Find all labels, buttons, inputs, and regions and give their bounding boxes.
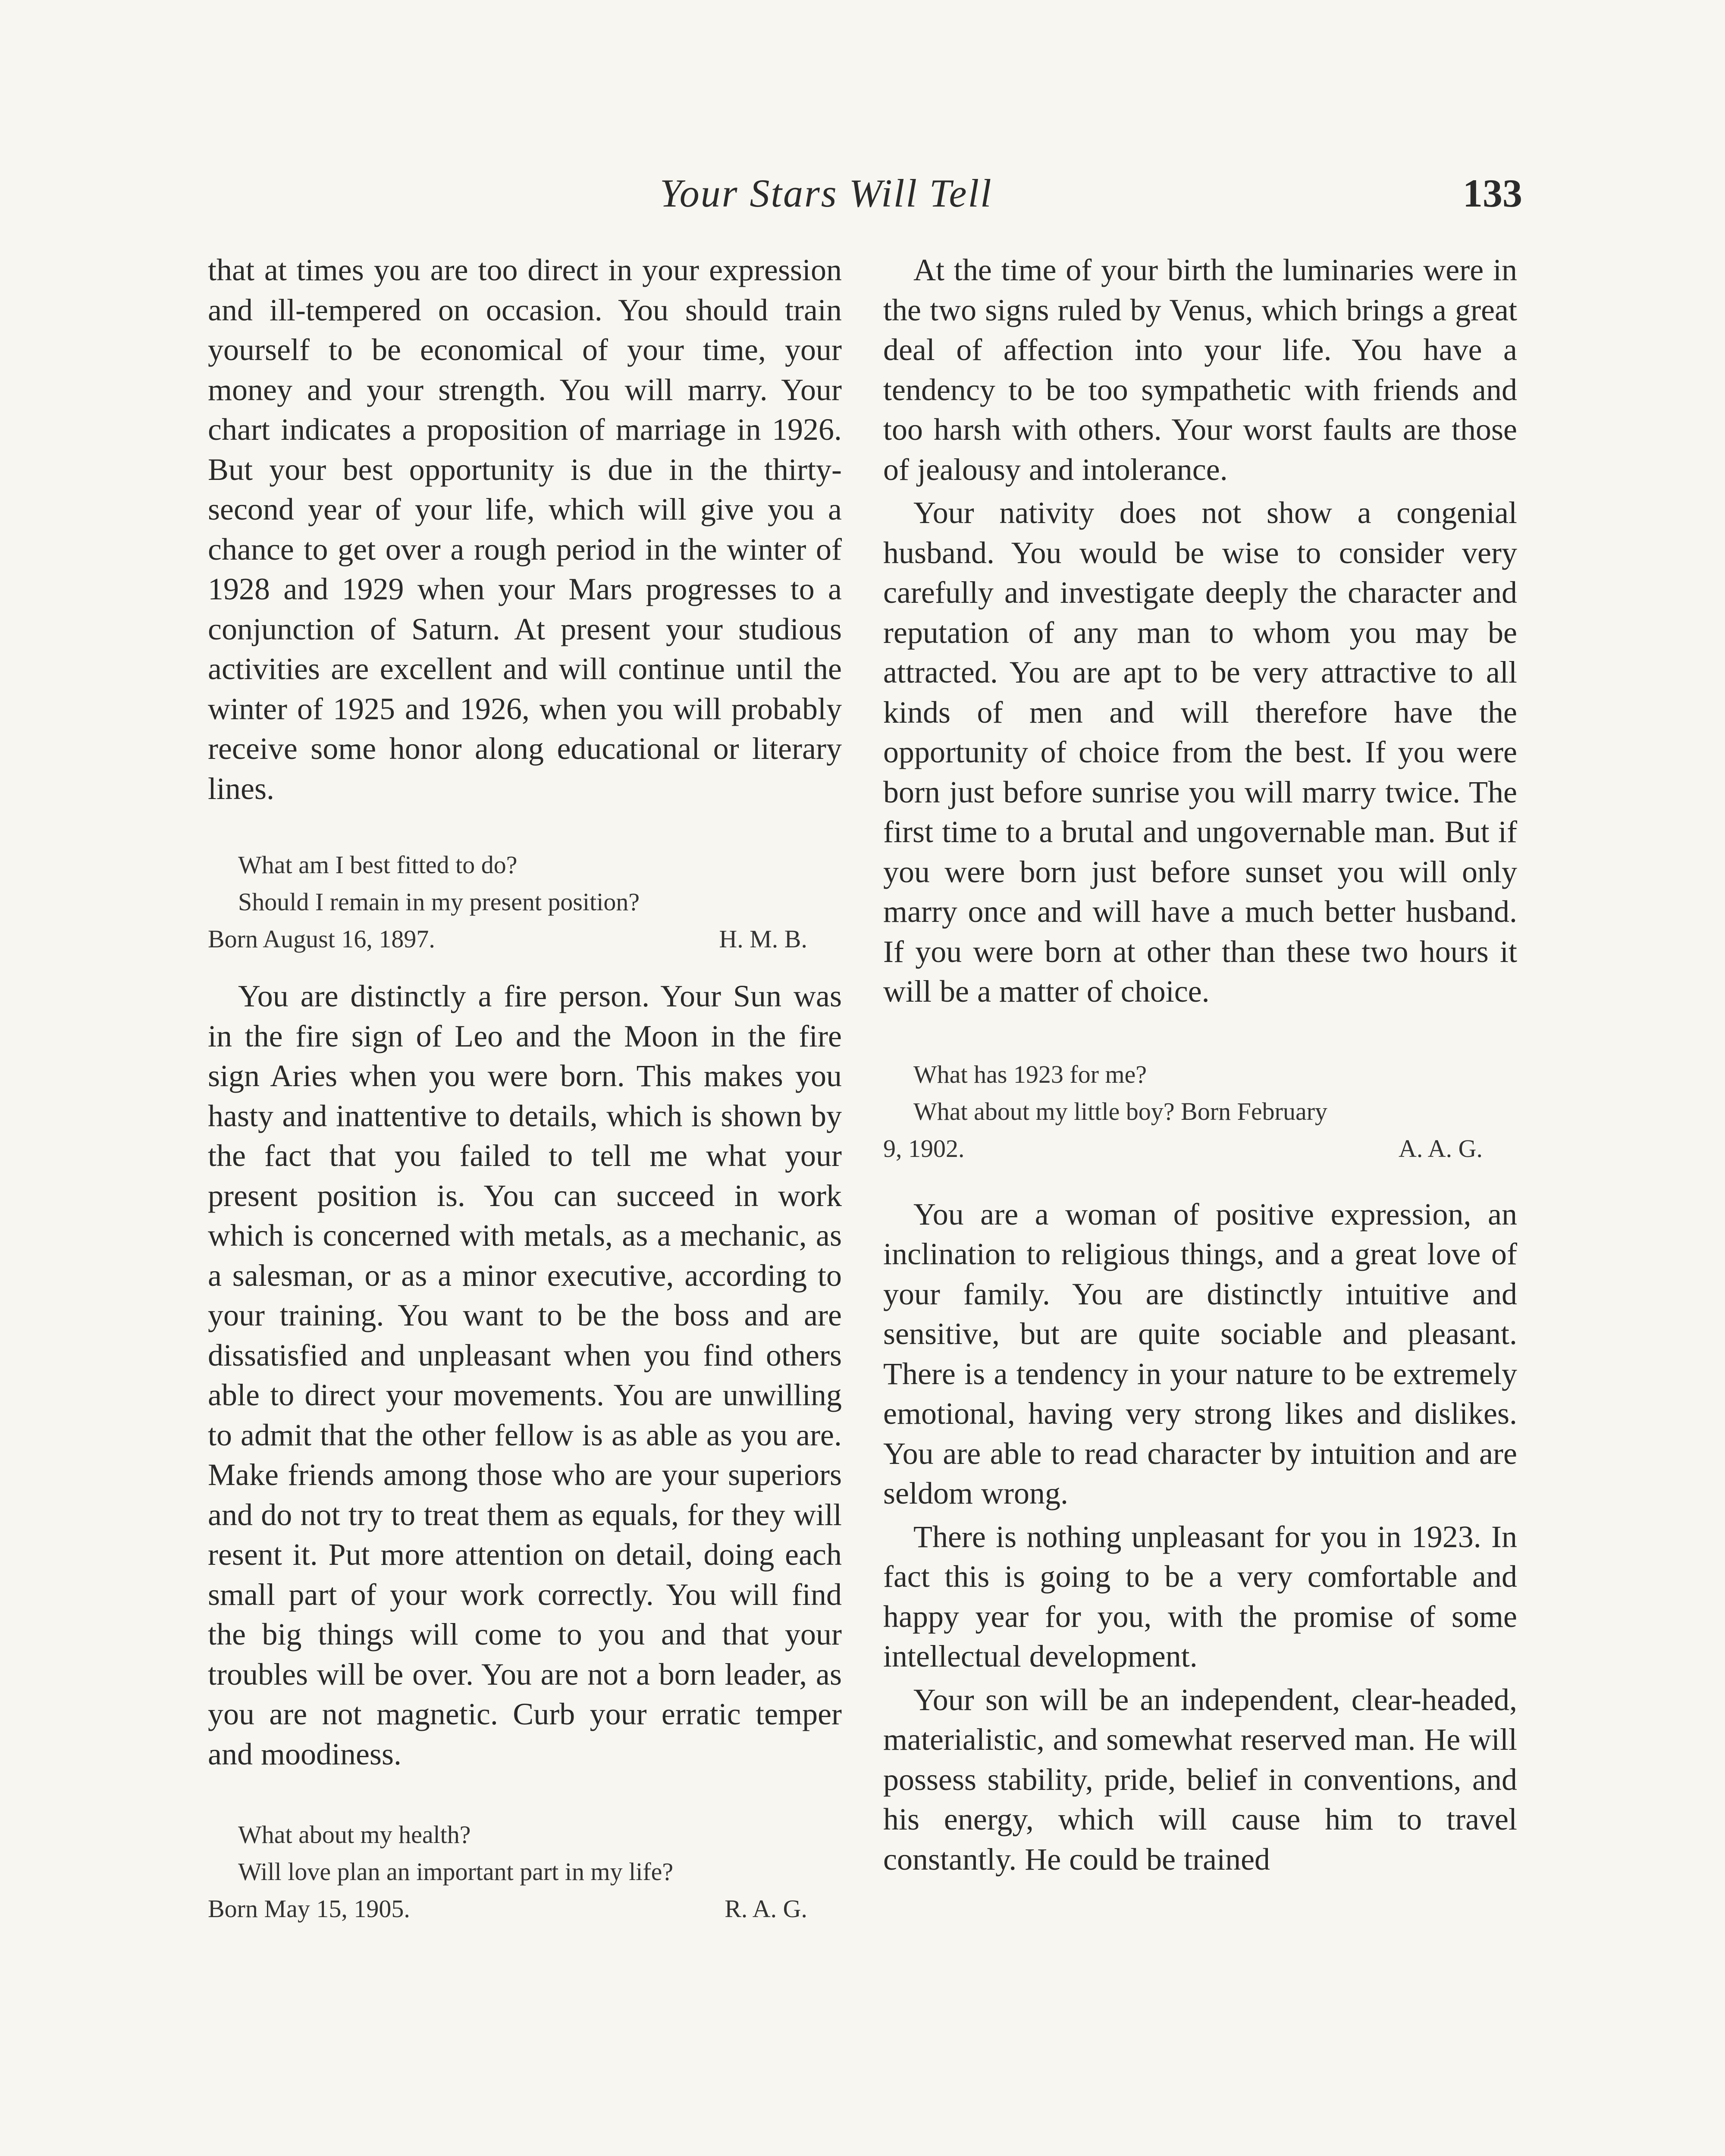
right-paragraph-3: You are a woman of positive expression, an inclination to religious things, and a great love of your family. You are distinctly intuitive and sensitive, but are quite sociable and pleasant. There is a tendency in your nature to be extremely emotional, having very strong likes and dislikes. You are able to read character by intuition and are seldom wrong. xyxy=(883,1197,1517,1510)
question-line-2: What about my little boy? Born February xyxy=(913,1097,1328,1125)
birth-signature-row xyxy=(208,919,842,959)
initials: R. A. G. xyxy=(724,1895,807,1923)
right-paragraph-4: There is nothing unpleasant for you in 1923. In fact this is going to be a very comfortable and happy year for you, with the promise of some intellectual development. xyxy=(883,1519,1517,1673)
question-line-1: What about my health? xyxy=(238,1821,471,1849)
birth-signature-row xyxy=(883,1129,1517,1169)
birth-date: Born May 15, 1905. xyxy=(208,1895,410,1923)
question-aag xyxy=(883,1055,1517,1169)
page-number: 133 xyxy=(1463,171,1522,215)
question-line-1: What am I best fitted to do? xyxy=(238,851,518,879)
question-rag xyxy=(208,1815,842,1929)
left-paragraph-1: that at times you are too direct in your expression and ill-tempered on occasion. You should train yourself to be economical of your time, your money and your strength. You will marry. Your chart indicates a proposition of marriage in 1926. But your best opportunity is due in the thirty-second year of your life, which will give you a chance to get over a rough period in the winter of 1928 and 1929 when your Mars progresses to a conjunction of Saturn. At present your studious activities are excellent and will continue until the winter of 1925 and 1926, when you will probably receive some honor along educational or literary lines. xyxy=(208,253,842,806)
right-paragraph-2: Your nativity does not show a congenial husband. You would be wise to consider very carefully and investigate deeply the character and reputation of any man to whom you may be attracted. You are apt to be very attractive to all kinds of men and will therefore have the opportunity of choice from the best. If you were born just before sunrise you will marry twice. The first time to a brutal and ungovernable man. But if you were born just before sunset you will only marry once and will have a much better husband. If you were born at other than these two hours it will be a matter of choice. xyxy=(883,495,1517,1009)
question-line-1: What has 1923 for me? xyxy=(913,1060,1147,1088)
birth-date: Born August 16, 1897. xyxy=(208,925,435,953)
right-paragraph-1: At the time of your birth the luminaries were in the two signs ruled by Venus, which brings a great deal of affection into your life. You have a tendency to be too sympathetic with friends and too harsh with others. Your worst faults are those of jealousy and intolerance. xyxy=(883,253,1517,487)
running-title: Your Stars Will Tell xyxy=(660,171,993,215)
left-paragraph-2: You are distinctly a fire person. Your Sun was in the fire sign of Leo and the Moon in the fire sign Aries when you were born. This makes you hasty and inattentive to details, which is shown by the fact that you failed to tell me what your present position is. You can succeed in work which is concerned with metals, as a mechanic, as a salesman, or as a minor executive, according to your training. You want to be the boss and are dissatisfied and unpleasant when you find others able to direct your movements. You are unwilling to admit that the other fellow is as able as you are. Make friends among those who are your superiors and do not try to treat them as equals, for they will resent it. Put more attention on detail, doing each small part of your work correctly. You will find the big things will come to you and that your troubles will be over. You are not a born leader, as you are not magnetic. Curb your erratic temper and moodiness. xyxy=(208,979,842,1771)
left-column xyxy=(208,250,842,1929)
initials: A. A. G. xyxy=(1399,1134,1483,1163)
question-line-2: Should I remain in my present position? xyxy=(238,888,640,916)
right-paragraph-5: Your son will be an independent, clear-headed, materialistic, and somewhat reserved man. He will possess stability, pride, belief in conventions, and his energy, which will cause him to travel constantly. He could be trained xyxy=(883,1682,1517,1877)
right-column xyxy=(883,250,1517,1879)
birth-date: 9, 1902. xyxy=(883,1134,965,1163)
question-hmb xyxy=(208,845,842,959)
birth-signature-row xyxy=(208,1889,842,1929)
running-head xyxy=(207,170,1522,222)
question-line-2: Will love plan an important part in my life? xyxy=(238,1858,674,1886)
initials: H. M. B. xyxy=(719,925,807,953)
